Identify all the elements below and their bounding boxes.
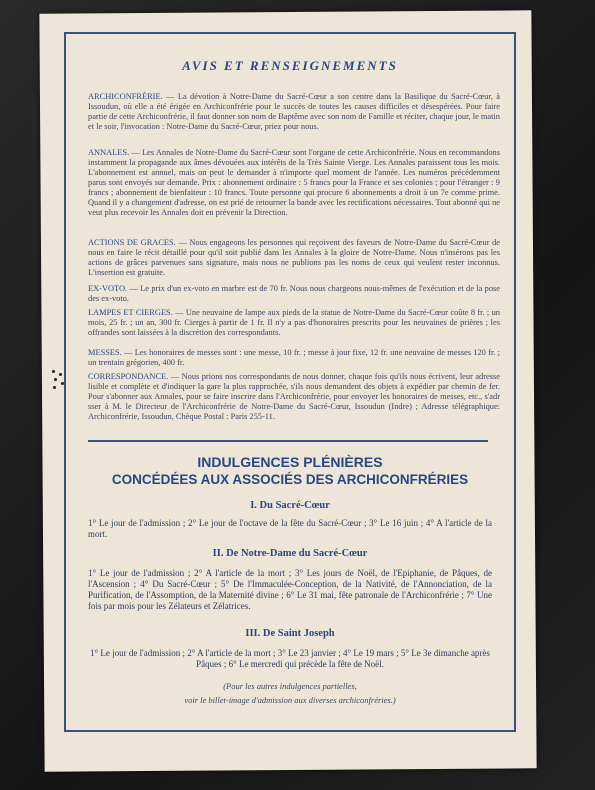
- stain-marks: [50, 370, 66, 392]
- correspondance-text: — Nous prions nos correspondants de nous donner, chaque fois qu'ils nous écrivent, leur adresse lisible et complète et d'indiquer la gare la plus rapprochée, s'ils nous demandent des objets à expédier par chemin de fer. Pour s'abonner aux Annales, pour se faire inscrire dans l'Archiconfrérie, pour envoyer les honoraires de messes, etc., s'adr sser à M. le Directeur de l'Archiconfrérie de Notre-Dame du Sacré-Cœur, Issoudun (Indre) ; Adresse télégraphique: Archiconfrérie, Issoudun, Chèque Postal : Paris 255-11.: [88, 372, 500, 421]
- actions-de-graces-lead: ACTIONS DE GRACES.: [88, 238, 176, 247]
- sacre-coeur-heading: I. Du Sacré-Cœur: [250, 500, 330, 511]
- lampes-paragraph: [88, 308, 500, 338]
- annales-text: — Les Annales de Notre-Dame du Sacré-Cœur sont l'organe de cette Archiconfrérie. Nous en recommandons instamment la propagande aux âmes dévouées aux intérêts de la Très Sainte Vierge. Les Annales paraissent tous les mois. L'abonnement est annuel, mais on peut le demander à n'importe quel moment de l'année. Les numéros précédemment parus sont envoyés sur demande. Prix : abonnement ordinaire : 5 francs pour la France et ses colonies ; pour l'étranger : 9 francs ; abonnement de bienfaiteur : 10 francs. Toute personne qui procure 6 abonnements a droit à un 7e comme prime. Quand il y a changement d'adresse, on est prié de retourner la bande avec les rectifications nécessaires. Tout abonné qui ne veut plus recevoir les Annales doit en prévenir la Direction.: [88, 148, 500, 217]
- notre-dame-text: 1° Le jour de l'admission ; 2° A l'article de la mort ; 3° Les jours de Noël, de l'Epiphanie, de Pâques, de l'Ascension ; 4° Du Sacré-Cœur ; 5° De l'Immaculée-Conception, de la Nativité, de l'Annonciation, de la Purification, de l'Assomption, de la Maternité divine ; 6° Le 31 mai, fête patronale de l'Archiconfrérie ; 7° Une fois par mois pour les Zélateurs et Zélatrices.: [88, 568, 492, 611]
- sacre-coeur-text: 1° Le jour de l'admission ; 2° Le jour de l'octave de la fête du Sacré-Cœur ; 3° Le 16 juin ; 4° A l'article de la mort.: [88, 518, 492, 539]
- correspondance-paragraph: [88, 372, 500, 422]
- annales-paragraph: [88, 148, 500, 218]
- archiconfrerie-lead: ARCHICONFRÉRIE.: [88, 92, 163, 101]
- indulgences-title-line1: INDULGENCES PLÉNIÈRES: [197, 454, 383, 470]
- page-title: AVIS ET RENSEIGNEMENTS: [182, 58, 398, 73]
- archiconfrerie-paragraph: [88, 92, 500, 132]
- indulgences-title-line2: CONCÉDÉES AUX ASSOCIÉS DES ARCHICONFRÉRIES: [111, 472, 469, 487]
- ex-voto-text: — Le prix d'un ex-voto en marbre est de 70 fr. Nous nous chargeons nous-mêmes de l'exécution et de la pose des ex-voto.: [88, 284, 500, 303]
- messes-paragraph: [88, 348, 500, 368]
- actions-de-graces-text: — Nous engageons les personnes qui reçoivent des faveurs de Notre-Dame du Sacré-Cœur de nous en faire le récit détaillé pour qu'il soit publié dans les Annales à la gloire de Notre-Dame. Nous n'insérons pas les actions de grâces parvenues sans signature, mais nous ne publions pas les noms de ceux qui veulent rester inconnus. L'insertion est gratuite.: [88, 238, 500, 277]
- messes-lead: MESSES.: [88, 348, 122, 357]
- saint-joseph-heading: III. De Saint Joseph: [245, 628, 335, 639]
- note-line-2: voir le billet-image d'admission aux diverses archiconfréries.): [184, 695, 396, 705]
- ex-voto-lead: EX-VOTO.: [88, 284, 128, 293]
- note-line-1: (Pour les autres indulgences partielles,: [223, 681, 357, 691]
- section-divider: [88, 440, 488, 442]
- ex-voto-paragraph: [88, 284, 500, 304]
- annales-lead: ANNALES.: [88, 148, 130, 157]
- messes-text: — Les honoraires de messes sont : une messe, 10 fr. ; messe à jour fixe, 12 fr. une neuvaine de messes 120 fr. ; un trentain grégorien, 400 fr.: [88, 348, 500, 367]
- actions-de-graces-paragraph: [88, 238, 500, 278]
- notre-dame-heading: II. De Notre-Dame du Sacré-Cœur: [212, 548, 368, 559]
- saint-joseph-text: 1° Le jour de l'admission ; 2° A l'article de la mort ; 3° Le 23 janvier ; 4° Le 19 mars ; 5° Le 3e dimanche après Pâques ; 6° Le mercredi qui précède la fête de Noël.: [90, 648, 490, 669]
- archiconfrerie-text: — La dévotion à Notre-Dame du Sacré-Cœur a son centre dans la Basilique du Sacré-Cœur, à Issoudun, où elle a été érigée en Archiconfrérie pour le succès de toutes les causes difficiles et désespérées. Pour faire partie de cette Archiconfrérie, il faut donner son nom de Baptême avec son nom de Famille et réciter, chaque jour, le matin et le soir, l'invocation : Notre-Dame du Sacré-Cœur, priez pour nous.: [88, 92, 500, 131]
- lampes-lead: LAMPES ET CIERGES.: [88, 308, 173, 317]
- lampes-text: — Une neuvaine de lampe aux pieds de la statue de Notre-Dame du Sacré-Cœur coûte 8 fr. ; un mois, 25 fr. ; un an, 300 fr. Cierges à partir de 1 fr. Il n'y a pas d'honoraires prescrits pour les neuvaines de prières ; les offrandes sont laissées à la discrétion des correspondants.: [88, 308, 500, 337]
- correspondance-lead: CORRESPONDANCE.: [88, 372, 169, 381]
